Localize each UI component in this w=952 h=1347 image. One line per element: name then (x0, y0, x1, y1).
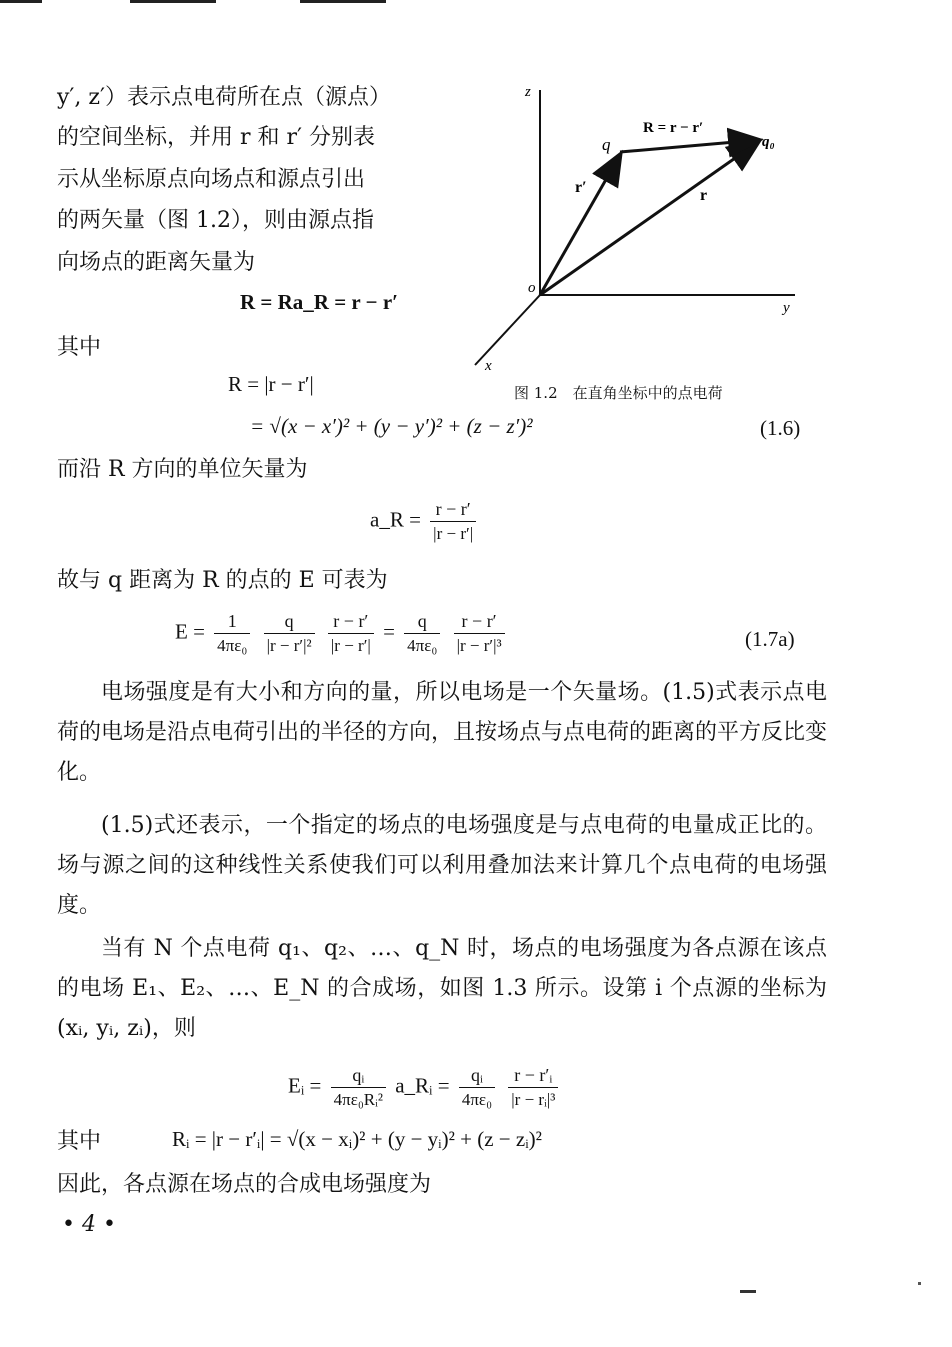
equation-1-6-line2: = √(x − x′)² + (y − y′)² + (z − z′)² (250, 414, 533, 438)
fraction (459, 1064, 495, 1111)
scan-speck (740, 1290, 756, 1293)
q-label: q (602, 135, 611, 154)
denominator: 4πε₀ (407, 636, 438, 655)
r-label: r (700, 187, 708, 204)
equation-1-6-line1: R = |r − r′| (228, 372, 314, 396)
denominator: 4πε₀ (461, 1090, 492, 1109)
page-number: • 4 • (62, 1212, 116, 1237)
text-unit-vector: 而沿 R 方向的单位矢量为 (57, 457, 308, 482)
equals-sign: = (383, 619, 395, 644)
fraction (331, 1064, 386, 1111)
z-axis-label: z (525, 84, 531, 100)
R-vector (620, 140, 758, 152)
numerator: qᵢ (331, 1064, 386, 1088)
fraction (264, 610, 315, 657)
text-line: 示从坐标原点向场点和源点引出 (57, 167, 366, 192)
figure-coordinate-diagram (465, 80, 805, 380)
numerator: q (404, 610, 440, 634)
figure-caption: 图 1.2 在直角坐标中的点电荷 (514, 384, 723, 402)
x-axis (475, 295, 540, 365)
numerator: r − r′ (430, 498, 476, 522)
label-qizhong: 其中 (57, 335, 102, 360)
equation-R-vector: R = Ra_R = r − r′ (240, 290, 399, 314)
eq-lhs: Eᵢ = (288, 1073, 322, 1098)
rprime-label: r′ (575, 179, 587, 196)
rprime-vector (540, 155, 620, 295)
paragraph-3: 当有 N 个点电荷 q₁、q₂、…、q_N 时，场点的电场强度为各点源在该点的电场 E₁、E₂、…、E_N 的合成场，如图 1.3 所示。设第 i 个点源的坐标为 (xᵢ, yᵢ, zᵢ)，则 (57, 936, 827, 1041)
numerator: r − r′ (328, 610, 374, 634)
equation-aR (370, 498, 480, 545)
scan-edge-line (130, 0, 216, 3)
paragraph-2: (1.5)式还表示，一个指定的场点的电场强度是与点电荷的电量成正比的。场与源之间的这种线性关系使我们可以利用叠加法来计算几个点电荷的电场强度。 (57, 813, 827, 918)
label-qizhong: 其中 (57, 1129, 102, 1154)
eq-lhs: a_R = (370, 507, 421, 532)
fraction (430, 498, 476, 545)
text-E-expression: 故与 q 距离为 R 的点的 E 可表为 (57, 568, 388, 593)
equation-number-1-7a: (1.7a) (745, 627, 795, 651)
y-axis-label: y (783, 300, 790, 316)
scan-speck (918, 1282, 921, 1285)
equation-Ei (288, 1064, 562, 1111)
text-line: 的两矢量（图 1.2），则由源点指 (57, 208, 374, 233)
fraction (214, 610, 250, 657)
R-equation-label: R = r − r′ (643, 120, 704, 136)
r-vector (540, 142, 758, 295)
fraction (404, 610, 440, 657)
denominator: 4πε₀Rᵢ² (333, 1090, 383, 1109)
x-axis-label: x (485, 358, 492, 374)
denominator: |r − r′|² (266, 636, 312, 655)
fraction (454, 610, 505, 657)
denominator: |r − r′| (433, 524, 474, 543)
numerator: qᵢ (459, 1064, 495, 1088)
q0-label: q₀ (762, 134, 775, 150)
numerator: r − r′ (454, 610, 505, 634)
equation-Ri: Rᵢ = |r − r′ᵢ| = √(x − xᵢ)² + (y − yᵢ)² + (z − zᵢ)² (172, 1127, 542, 1151)
text-line: 的空间坐标，并用 r 和 r′ 分别表 (57, 125, 376, 150)
numerator: r − r′ᵢ (508, 1064, 558, 1088)
equation-1-7a (175, 610, 509, 657)
numerator: q (264, 610, 315, 634)
text-line: 向场点的距离矢量为 (57, 250, 256, 275)
denominator: |r − r′| (330, 636, 371, 655)
text-line: y′, z′）表示点电荷所在点（源点） (57, 85, 391, 110)
text-final: 因此，各点源在场点的合成电场强度为 (57, 1172, 432, 1197)
equation-number-1-6: (1.6) (760, 416, 801, 440)
denominator: |r − r′|³ (456, 636, 502, 655)
denominator: 4πε₀ (217, 636, 248, 655)
eq-lhs: E = (175, 619, 205, 644)
origin-label: o (528, 280, 536, 296)
denominator: |r − rᵢ|³ (511, 1090, 556, 1109)
fraction (328, 610, 374, 657)
eq-middle: a_Rᵢ = (395, 1073, 450, 1098)
paragraph-1: 电场强度是有大小和方向的量，所以电场是一个矢量场。(1.5)式表示点电荷的电场是沿点电荷引出的半径的方向，且按场点与点电荷的距离的平方反比变化。 (57, 680, 828, 785)
numerator: 1 (214, 610, 250, 634)
scan-edge-line (300, 0, 386, 3)
scan-edge-line (0, 0, 42, 3)
fraction (508, 1064, 558, 1111)
